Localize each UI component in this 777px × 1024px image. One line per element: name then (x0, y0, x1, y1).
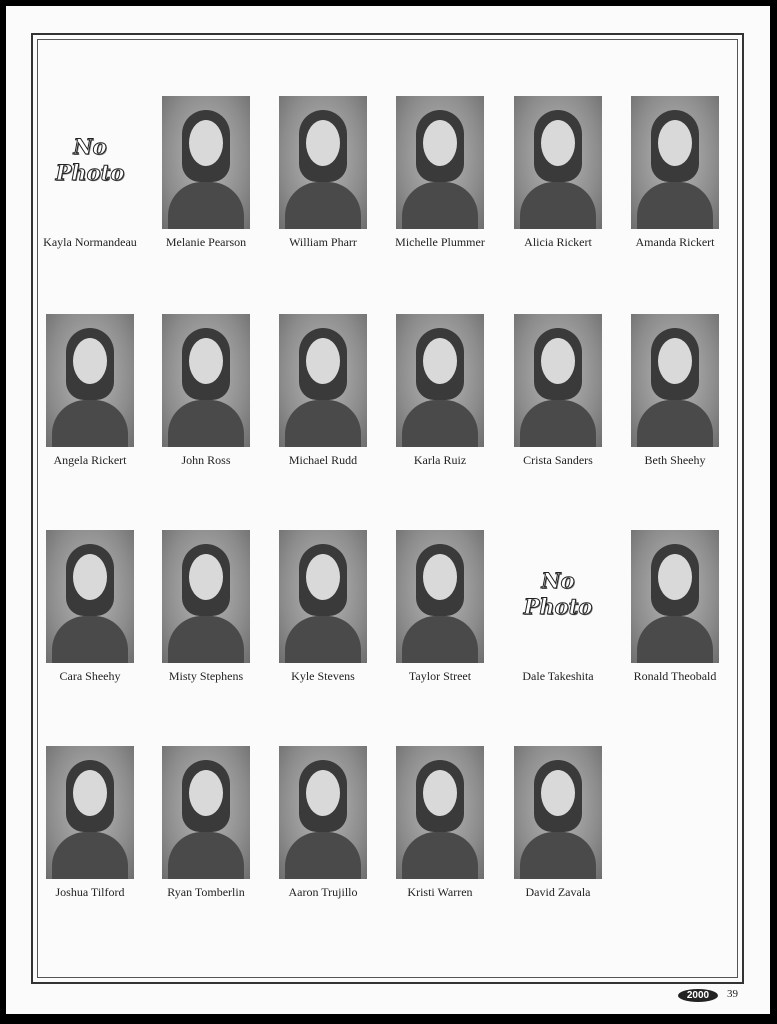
student-entry (625, 530, 725, 701)
student-entry (40, 530, 140, 701)
portrait-face (73, 770, 107, 816)
portrait-shirt (168, 616, 244, 663)
student-portrait (162, 746, 250, 879)
student-name: Kyle Stevens (291, 669, 355, 683)
portrait-face (189, 120, 223, 166)
student-entry (156, 746, 256, 917)
student-portrait (631, 314, 719, 447)
no-photo-line2: Photo (523, 594, 593, 619)
portrait-shirt (402, 400, 478, 447)
portrait-face (541, 338, 575, 384)
student-entry (156, 96, 256, 267)
student-portrait (162, 96, 250, 229)
student-entry (508, 746, 608, 917)
portrait-shirt (168, 832, 244, 879)
student-name: Michelle Plummer (395, 235, 485, 249)
student-portrait (279, 530, 367, 663)
portrait-shirt (637, 616, 713, 663)
student-entry (508, 314, 608, 485)
student-entry (156, 314, 256, 485)
student-entry (508, 530, 608, 701)
student-portrait (396, 746, 484, 879)
portrait-shirt (285, 182, 361, 229)
student-name: Karla Ruiz (413, 453, 467, 467)
portrait-face (658, 338, 692, 384)
student-entry (273, 746, 373, 917)
student-name: Aaron Trujillo (288, 885, 358, 899)
student-name: Michael Rudd (288, 453, 358, 467)
portrait-face (541, 770, 575, 816)
student-name: Dale Takeshita (522, 669, 594, 683)
student-name: Ryan Tomberlin (167, 885, 245, 899)
portrait-shirt (637, 400, 713, 447)
portrait-shirt (285, 832, 361, 879)
no-photo-line1: No (541, 568, 575, 593)
portrait-shirt (168, 400, 244, 447)
portrait-face (423, 338, 457, 384)
student-entry (625, 314, 725, 485)
portrait-face (189, 554, 223, 600)
student-portrait (279, 746, 367, 879)
no-photo-line2: Photo (55, 160, 125, 185)
student-entry (390, 96, 490, 267)
student-entry (40, 746, 140, 917)
portrait-face (423, 120, 457, 166)
student-portrait (46, 746, 134, 879)
student-entry (40, 314, 140, 485)
student-name: Alicia Rickert (524, 235, 592, 249)
portrait-face (306, 120, 340, 166)
student-name: Angela Rickert (53, 453, 127, 467)
portrait-face (73, 338, 107, 384)
student-name: Beth Sheehy (644, 453, 706, 467)
student-entry (273, 314, 373, 485)
student-name: Melanie Pearson (165, 235, 247, 249)
student-name: Crista Sanders (523, 453, 593, 467)
student-portrait (396, 96, 484, 229)
page-number: 39 (727, 988, 738, 1000)
portrait-shirt (285, 616, 361, 663)
portrait-shirt (52, 832, 128, 879)
student-name: William Pharr (289, 235, 357, 249)
student-name: John Ross (181, 453, 231, 467)
portrait-face (423, 770, 457, 816)
portrait-face (658, 120, 692, 166)
student-name: Ronald Theobald (633, 669, 717, 683)
year-badge: 2000 (678, 989, 718, 1002)
student-portrait (396, 530, 484, 663)
portrait-face (306, 770, 340, 816)
student-portrait (514, 746, 602, 879)
no-photo-placeholder (508, 568, 608, 628)
student-entry (390, 314, 490, 485)
portrait-face (189, 770, 223, 816)
no-photo-line1: No (73, 134, 107, 159)
student-portrait (162, 314, 250, 447)
student-name: Joshua Tilford (55, 885, 125, 899)
portrait-shirt (52, 616, 128, 663)
portrait-shirt (168, 182, 244, 229)
portrait-face (73, 554, 107, 600)
student-portrait (514, 96, 602, 229)
student-portrait (46, 530, 134, 663)
student-entry (40, 96, 140, 267)
portrait-shirt (402, 832, 478, 879)
student-portrait (631, 96, 719, 229)
portrait-face (541, 120, 575, 166)
student-name: Kristi Warren (407, 885, 473, 899)
portrait-shirt (52, 400, 128, 447)
portrait-shirt (520, 400, 596, 447)
student-entry (273, 96, 373, 267)
student-entry (390, 530, 490, 701)
student-entry (625, 96, 725, 267)
portrait-face (306, 338, 340, 384)
portrait-shirt (402, 616, 478, 663)
student-entry (156, 530, 256, 701)
portrait-face (306, 554, 340, 600)
portrait-shirt (402, 182, 478, 229)
student-name: David Zavala (525, 885, 591, 899)
student-portrait (396, 314, 484, 447)
yearbook-page (6, 6, 770, 1014)
student-name: Cara Sheehy (59, 669, 121, 683)
student-portrait (631, 530, 719, 663)
student-portrait (279, 314, 367, 447)
student-entry (390, 746, 490, 917)
student-portrait (514, 314, 602, 447)
portrait-shirt (520, 832, 596, 879)
student-entry (508, 96, 608, 267)
portrait-face (423, 554, 457, 600)
no-photo-placeholder (40, 134, 140, 194)
portrait-face (189, 338, 223, 384)
student-entry (273, 530, 373, 701)
student-name: Kayla Normandeau (43, 235, 137, 249)
portrait-shirt (637, 182, 713, 229)
student-name: Misty Stephens (168, 669, 244, 683)
student-name: Amanda Rickert (635, 235, 715, 249)
student-portrait (46, 314, 134, 447)
student-name: Taylor Street (408, 669, 472, 683)
portrait-shirt (285, 400, 361, 447)
student-portrait (279, 96, 367, 229)
portrait-shirt (520, 182, 596, 229)
portrait-face (658, 554, 692, 600)
student-portrait (162, 530, 250, 663)
